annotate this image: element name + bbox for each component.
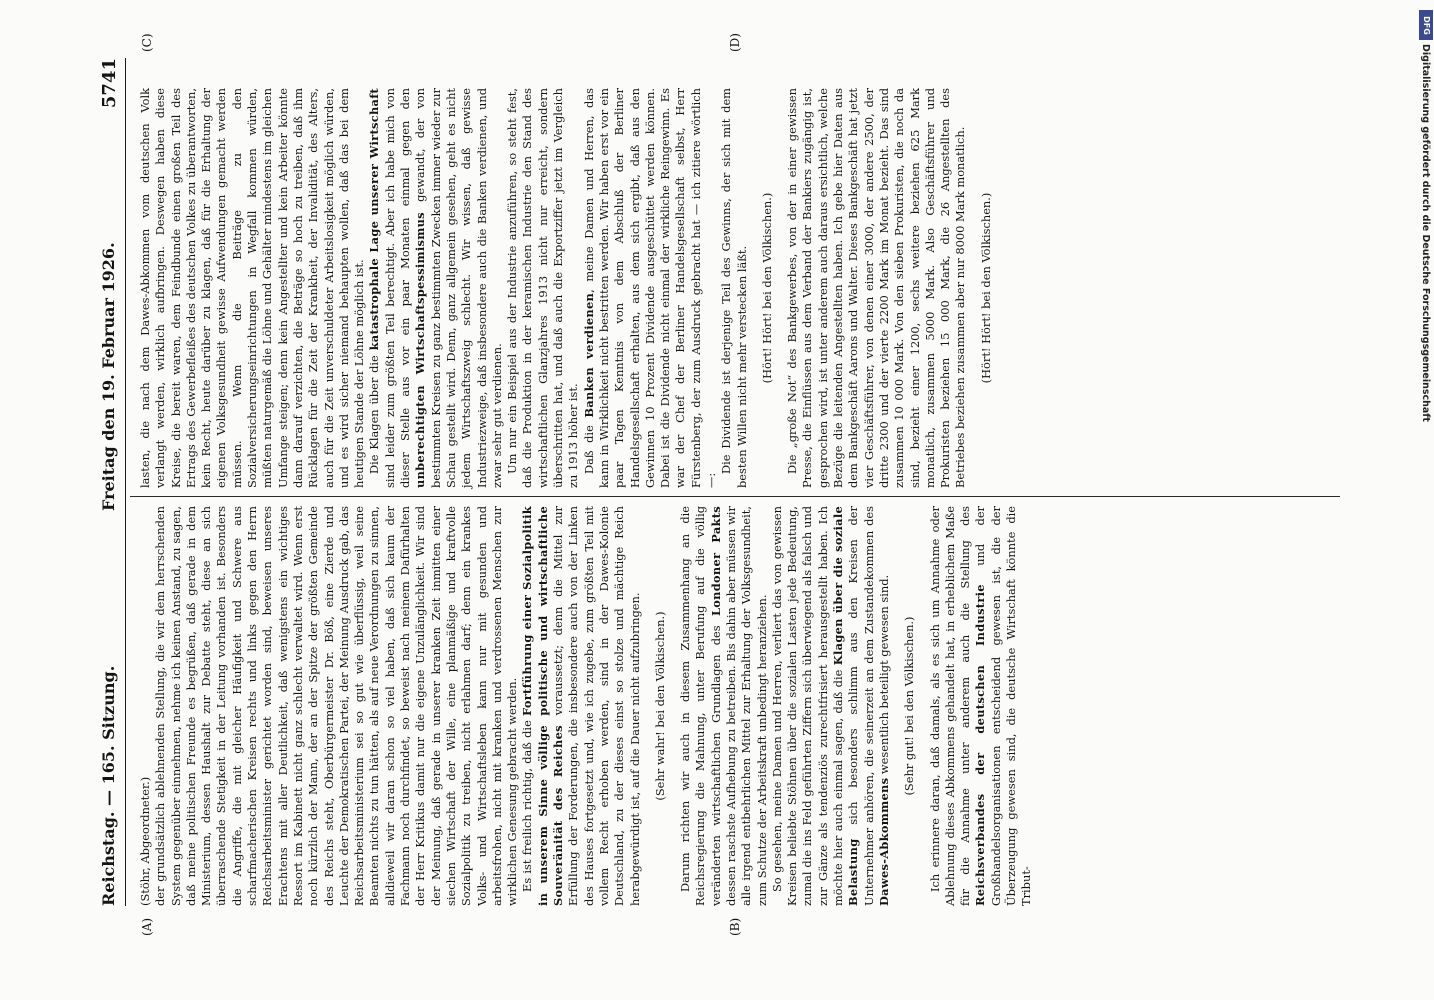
paragraph: Daß die Banken verdienen, meine Damen und Herren, das kann in Wirklichkeit nicht bestritten werden. Wir haben erst vor ein paar Tagen Kenntnis von dem Abschluß der Berliner Handelsgesellschaft erhalten, aus dem sich ergibt, daß aus den Gewinnen 10 Prozent Dividende ausgeschüttet werden können. Dabei ist die Dividende nicht einmal der wirkliche Reingewinn. Es war der Chef der Berliner Handelsgesellschaft selbst, Herr Fürstenberg, der zum Ausdruck gebracht hat — ich zitiere wörtlich —: — [581, 88, 718, 488]
speaker-line: (Stöhr, Abgeordneter.) — [138, 776, 152, 906]
paragraph: Darum richten wir auch in diesem Zusammenhang an die Reichsregierung die Mahnung, unter Berufung auf die völlig veränderten wirtschaftlichen Grundlagen des Londoner Pakts dessen raschste Aufhebung zu betreiben. Bis dahin aber müssen wir alle irgend entbehrlichen Mittel zur Erhaltung der Volksgesundheit, zum Schutze der Arbeitskraft unbedingt heranziehen. — [678, 506, 769, 906]
paragraph: der grundsätzlich ablehnenden Stellung, die wir dem herrschenden System gegenüber einnehmen, nehme ich keinen Anstand, zu sagen, daß meine politischen Freunde es begrüßen, daß gerade in dem Ministerium, dessen Haushalt zur Debatte steht, diese an sich überraschende Stetigkeit in der Leitung vorhanden ist. Besonders die Angriffe, die mit gleicher Häufigkeit und Schwere aus scharfmacherischen Kreisen rechts und links gegen den Herrn Reichsarbeitsminister gerichtet worden sind, beweisen unseres Erachtens mit aller Deutlichkeit, daß wenigstens ein wichtiges Ressort im Kabinett nicht ganz schlecht verwaltet wird. Wenn erst noch kürzlich der Mann, der an der Spitze der größten Gemeinde des Reichs steht, Oberbürgermeister Dr. Böß, eine Zierde und Leuchte der Demokratischen Partei, der Meinung Ausdruck gab, das Reichsarbeitsministerium sei so gut wie überflüssig, weil seine Beamten nichts zu tun hätten, als auf neue Verordnungen zu sinnen, alldieweil wir daran schon so viel haben, daß sich kaum der Fachmann noch durchfindet, so beweist nach meinem Dafürhalten der Herr Kritikus damit nur die eigene Unzulänglichkeit. Wir sind der Meinung, daß gerade in unserer kranken Zeit inmitten einer siechen Wirtschaft der Wille, eine planmäßige und kraftvolle Sozialpolitik zu treiben, nicht erlahmen darf; denn ein krankes Volks- und Wirtschaftsleben kann nur mit gesunden und arbeitsfrohen, nicht mit kranken und verdrossenen Menschen zur wirklichen Genesung gebracht werden. — [153, 506, 520, 906]
interjection: (Hört! Hört! bei den Völkischen.) — [978, 192, 993, 384]
interjection: (Sehr gut! bei den Völkischen.) — [902, 616, 917, 796]
dfg-logo: DFG — [1419, 10, 1433, 40]
interjection: (Sehr wahr! bei den Völkischen.) — [652, 611, 667, 801]
column-divider — [130, 496, 1340, 497]
page-header — [95, 58, 126, 906]
paragraph: Ich erinnere daran, daß damals, als es sich um Annahme oder Ablehnung dieses Abkommens gehandelt hat, in erheblichem Maße für die Annahme unter anderem auch die Stellung des Reichsverbandes der deutschen Industrie und der Großhandelsorganisationen entscheidend gewesen ist, die der Überzeugung gewesen sind, die deutsche Wirtschaft könnte die Tribut- — [927, 505, 1034, 906]
quotation: Die Dividende ist derjenige Teil des Gewinns, der sich mit dem besten Willen nicht mehr verstecken läßt. — [719, 88, 749, 488]
paragraph: Um nur ein Beispiel aus der Industrie anzuführen, so steht fest, daß die Produktion in der keramischen Industrie den Stand des wirtschaftlichen Glanzjahres 1913 nicht nur erreicht, sondern überschritten hat, und daß auch die Exportziffer jetzt im Vergleich zu 1913 höher ist. — [505, 88, 581, 488]
left-column — [138, 506, 1035, 906]
paragraph: Die „große Not“ des Bankgewerbes, von der in einer gewissen Presse, die Einflüssen aus dem Verband der Bankiers zugängig ist, gesprochen wird, ist unter anderem auch daraus ersichtlich, welche Bezüge die leitenden Angestellten haben. Ich gebe hier Daten aus dem Bankgeschäft Aarons und Walter. Dieses Bankgeschäft hat jetzt vier Geschäftsführer, von denen einer 3000, der andere 2500, der dritte 2300 und der vierte 2200 Mark im Monat bezieht. Das sind zusammen 10 000 Mark. Von den sieben Prokuristen, die noch da sind, bezieht einer 1200, sechs weitere beziehen 625 Mark monatlich, zusammen 5000 Mark. Also Geschäftsführer und Prokuristen beziehen 15 000 Mark, die 26 Angestellten des Betriebes beziehen zusammen aber nur 8000 Mark monatlich. — [785, 88, 968, 488]
paragraph: Die Klagen über die katastrophale Lage unserer Wirtschaft sind leider zum größten Teil berechtigt. Aber ich habe mich von dieser Stelle aus vor ein paar Monaten einmal gegen den unberechtigten Wirtschaftspessimismus gewandt, der von bestimmten Kreisen zu ganz bestimmten Zwecken immer wieder zur Schau gestellt wird. Denn, ganz allgemein gesehen, geht es nicht jedem Wirtschaftszweig schlecht. Wir wissen, daß gewisse Industriezweige, daß insbesondere auch die Banken verdienen, und zwar sehr gut verdienen. — [367, 88, 504, 488]
paragraph: lasten, die nach dem Dawes-Abkommen vom deutschen Volk verlangt werden, wirklich aufbringen. Deswegen haben diese Kreise, die bereit waren, dem Feindbunde einen großen Teil des Ertrags des Gewerbefleißes des deutschen Volkes zu überantworten, kein Recht, heute darüber zu klagen, daß für die Erhaltung der eigenen Volksgesundheit gewisse Aufwendungen gemacht werden müssen. Wenn die Beiträge zu den Sozialversicherungseinrichtungen in Wegfall kommen würden, müßten naturgemäß die Löhne und Gehälter mindestens im gleichen Umfange steigen; denn kein Angestellter und kein Arbeiter könnte dann darauf verzichten, die Beträge so hoch zu treiben, daß ihm Rücklagen für die Zeit der Krankheit, der Invalidität, des Alters, auch für die Zeit unverschuldeter Arbeitslosigkeit möglich würden, und es wird sicher niemand behaupten wollen, daß das bei dem heutigen Stande der Löhne möglich ist. — [138, 88, 367, 488]
page-number: 5741 — [99, 58, 120, 109]
margin-letter-d: (D) — [728, 33, 742, 52]
interjection: (Hört! Hört! bei den Völkischen.) — [759, 192, 774, 384]
margin-letter-b: (B) — [728, 917, 742, 936]
paragraph: Es ist freilich richtig, daß die Fortführung einer Sozialpolitik in unserem Sinne völlige politische und wirtschaftliche Souveränität des Reiches voraussetzt; denn die Mittel zur Erfüllung der Forderungen, die insbesondere auch von der Linken des Hauses fortgesetzt und, wie ich zugebe, zum größten Teil mit vollem Recht erhoben werden, sind in der Dawes-Kolonie Deutschland, zu der dieses einst so stolze und mächtige Reich herabgewürdigt ist, auf die Dauer nicht aufzubringen. — [520, 506, 642, 906]
header-session: Reichstag. — 165. Sitzung. — [99, 665, 118, 906]
margin-letter-c: (C) — [140, 33, 154, 52]
paragraph: So gesehen, meine Damen und Herren, verliert das von gewissen Kreisen beliebte Stöhnen über die sozialen Lasten jede Bedeutung, zumal die ins Feld geführten Ziffern sich überwiegend als falsch und zur Gänze als tendenziös zurechtfrisiert herausgestellt haben. Ich möchte hier auch einmal sagen, daß die Klagen über die soziale Belastung sich besonders schlimm aus den Kreisen der Unternehmer anhören, die seinerzeit an dem Zustandekommen des Dawes-Abkommens wesentlich beteiligt gewesen sind. — [769, 506, 891, 906]
funding-credit: Digitalisierung gefördert durch die Deutsche Forschungsgemeinschaft — [1420, 44, 1431, 422]
right-column — [138, 88, 1004, 488]
header-date: Freitag den 19. Februar 1926. — [99, 242, 118, 511]
margin-letter-a: (A) — [140, 917, 154, 936]
